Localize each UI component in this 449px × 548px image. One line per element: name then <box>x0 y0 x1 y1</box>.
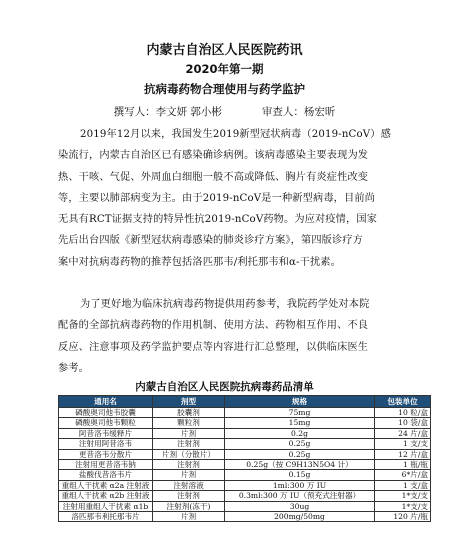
paragraph-1-line: 先后出台四版《新型冠状病毒感染的肺炎诊疗方案》，第四版诊疗方 <box>58 235 364 247</box>
cell-name: 阿昔洛韦缓释片 <box>59 428 153 438</box>
column-header-form: 剂型 <box>153 396 225 408</box>
cell-spec: 0.15g <box>225 470 375 480</box>
cell-package: 1 支/盒 <box>375 480 431 490</box>
reviewer-label: 审查人： <box>261 106 304 118</box>
cell-spec: 30ug <box>225 501 375 511</box>
cell-spec: 1ml:300 万 IU <box>225 480 375 490</box>
paragraph-1-line: 等，主要以肺部病变为主。由于2019-nCoV是一种新型病毒，目前尚 <box>58 192 375 204</box>
cell-name: 注射用更昔洛韦钠 <box>59 460 153 470</box>
table-row <box>59 480 431 490</box>
cell-package: 1*支/支 <box>375 491 431 501</box>
cell-name: 磷酸奥司他韦颗粒 <box>59 418 153 428</box>
table-row <box>59 449 431 459</box>
table-title: 内蒙古自治区人民医院抗病毒药品清单 <box>135 381 314 393</box>
reviewer: 杨宏昕 <box>303 106 336 118</box>
table-row <box>59 501 431 511</box>
drug-list-table <box>58 395 431 522</box>
authors-label: 撰写人： <box>113 106 156 118</box>
cell-name: 注射用阿昔洛韦 <box>59 439 153 449</box>
cell-name: 更昔洛韦分散片 <box>59 449 153 459</box>
cell-spec: 0.25g <box>225 449 375 459</box>
table-header-row <box>59 396 431 408</box>
cell-spec: 75mg <box>225 408 375 418</box>
cell-package: 1 瓶/瓶 <box>375 460 431 470</box>
cell-name: 盐酸伐昔洛韦片 <box>59 470 153 480</box>
paragraph-1 <box>58 124 430 273</box>
cell-form: 注射剂 <box>153 439 225 449</box>
table-row <box>59 460 431 470</box>
table-row <box>59 418 431 428</box>
paragraph-1-line: 染流行，内蒙古自治区已有感染确诊病例。该病毒感染主要表现为发 <box>58 150 369 162</box>
cell-name: 洛匹那韦利托那韦片 <box>59 512 153 522</box>
cell-package: 1*支/支 <box>375 501 431 511</box>
table-row <box>59 428 431 438</box>
cell-form: 注射剂(冻干) <box>153 501 225 511</box>
cell-name: 磷酸奥司他韦胶囊 <box>59 408 153 418</box>
column-header-name: 通用名 <box>59 396 153 408</box>
table-row <box>59 408 431 418</box>
cell-spec: 200mg/50mg <box>225 512 375 522</box>
paragraph-1-line: 热、干咳、气促、外周血白细胞一般不高或降低、胸片有炎症性改变 <box>58 171 369 183</box>
cell-spec: 0.3ml:300 万 IU（预充式注射器） <box>225 491 375 501</box>
cell-package: 12 片/盒 <box>375 449 431 459</box>
authors: 李文妍 郭小彬 <box>155 106 222 118</box>
paragraph-1-line: 无具有RCT证据支持的特异性抗2019-nCoV药物。为应对疫情，国家 <box>58 214 378 226</box>
cell-package: 10 袋/盒 <box>375 418 431 428</box>
cell-name: 重组人干扰素 α2b 注射液 <box>59 491 153 501</box>
cell-form: 片剂 <box>153 470 225 480</box>
newsletter-title: 内蒙古自治区人民医院药讯 <box>146 43 303 58</box>
paragraph-2-line: 配备的全部抗病毒药物的作用机制、使用方法、药物相互作用、不良 <box>58 320 369 332</box>
cell-form: 注射溶液 <box>153 480 225 490</box>
cell-form: 胶囊剂 <box>153 408 225 418</box>
cell-package: 120 片/瓶 <box>375 512 431 522</box>
cell-name: 注射用重组人干扰素 α1b <box>59 501 153 511</box>
paragraph-2 <box>58 294 430 379</box>
paragraph-2-line: 为了更好地为临床抗病毒药物提供用药参考，我院药学处对本院 <box>80 299 370 310</box>
cell-spec: 0.2g <box>225 428 375 438</box>
cell-package: 10 粒/盒 <box>375 408 431 418</box>
table-row <box>59 491 431 501</box>
cell-name: 重组人干扰素 α2a 注射液 <box>59 480 153 490</box>
cell-form: 颗粒剂 <box>153 418 225 428</box>
cell-form: 片剂 <box>153 512 225 522</box>
cell-spec: 0.25g（按 C9H13N5O4 计） <box>225 460 375 470</box>
cell-package: 1 支/支 <box>375 439 431 449</box>
paragraph-2-line: 反应、注意事项及药学监护要点等内容进行汇总整理，以供临床医生 <box>58 341 369 353</box>
column-header-package: 包装单位 <box>375 396 431 408</box>
byline <box>0 104 449 119</box>
cell-form: 注射剂 <box>153 460 225 470</box>
paragraph-1-line: 2019年12月以来，我国发生2019新型冠状病毒（2019-nCoV）感 <box>80 129 391 140</box>
cell-package: 24 片/盒 <box>375 428 431 438</box>
table-row <box>59 470 431 480</box>
table-row <box>59 439 431 449</box>
column-header-spec: 规格 <box>225 396 375 408</box>
paragraph-1-line: 案中对抗病毒药物的推荐包括洛匹那韦/利托那韦和α-干扰素。 <box>58 256 341 268</box>
cell-spec: 0.25g <box>225 439 375 449</box>
article-title: 抗病毒药物合理使用与药学监护 <box>144 82 305 96</box>
cell-spec: 15mg <box>225 418 375 428</box>
cell-form: 注射剂 <box>153 491 225 501</box>
table-row <box>59 512 431 522</box>
cell-package: 6*片/盒 <box>375 470 431 480</box>
cell-form: 片剂 <box>153 428 225 438</box>
paragraph-2-line: 参考。 <box>58 362 90 374</box>
cell-form: 片剂（分散片） <box>153 449 225 459</box>
issue-number: 2020年第一期 <box>185 62 264 76</box>
